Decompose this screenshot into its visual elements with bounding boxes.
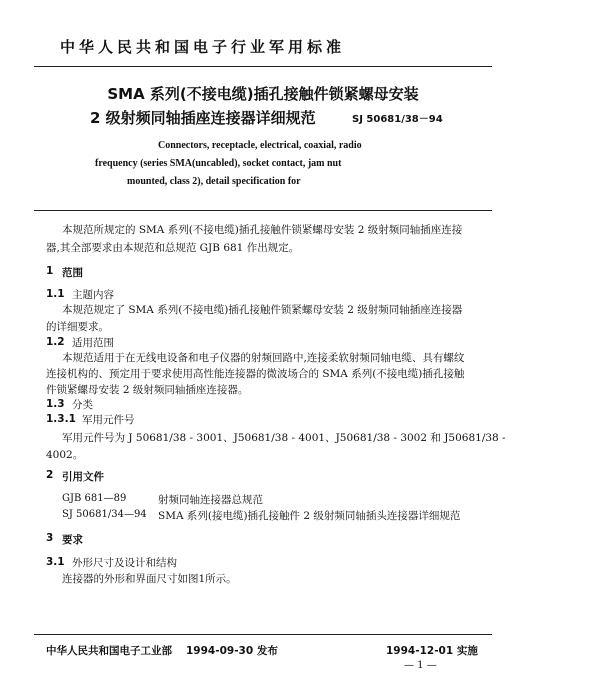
section-1-1-number: 1.1 [46, 288, 65, 300]
header-divider [34, 66, 492, 67]
section-2-number: 2 [46, 469, 54, 481]
section-1-number: 1 [46, 265, 54, 277]
reference-code: SJ 50681/34—94 [62, 509, 147, 520]
section-1-3-number: 1.3 [46, 398, 65, 410]
document-title-line1: SMA 系列(不接电缆)插孔接触件锁紧螺母安装 [107, 85, 419, 103]
intro-line1: 本规范所规定的 SMA 系列(不接电缆)插孔接触件锁紧螺母安装 2 级射频同轴插座连接 [62, 224, 463, 236]
section-1-title: 范围 [62, 267, 83, 279]
section-3-1-title: 外形尺寸及设计和结构 [72, 557, 177, 569]
footer-issuer: 中华人民共和国电子工业部 [46, 645, 172, 657]
section-1-3-1-text-line1: 军用元件号为 J 50681/38 - 3001、J50681/38 - 4001、J50681/38 - 3002 和 J50681/38 - [62, 432, 506, 444]
footer-issue-date: 1994-09-30 发布 [186, 645, 278, 657]
page-number: — 1 — [404, 660, 437, 671]
section-1-2-text-line2: 连接机构的、预定用于要求使用高性能连接器的微波场合的 SMA 系列(不接电缆)插孔接触 [46, 368, 465, 380]
section-1-1-title: 主题内容 [72, 289, 114, 301]
english-title-line3: mounted, class 2), detail specification for [127, 176, 301, 187]
reference-code: GJB 681—89 [62, 493, 127, 504]
reference-title: SMA 系列(接电缆)插孔接触件 2 级射频同轴插头连接器详细规范 [158, 510, 461, 522]
section-1-1-text-line1: 本规范规定了 SMA 系列(不接电缆)插孔接触件锁紧螺母安装 2 级射频同轴插座连接器 [62, 304, 463, 316]
section-1-2-text-line3: 件锁紧螺母安装 2 级射频同轴插座连接器。 [46, 384, 249, 396]
footer-effective-date: 1994-12-01 实施 [386, 645, 478, 657]
english-title-line1: Connectors, receptacle, electrical, coaxial, radio [158, 140, 362, 151]
section-3-title: 要求 [62, 534, 83, 546]
section-1-2-number: 1.2 [46, 336, 65, 348]
english-title-line2: frequency (series SMA(uncabled), socket contact, jam nut [95, 158, 342, 169]
section-1-3-1-title: 军用元件号 [82, 414, 135, 426]
section-1-2-text-line1: 本规范适用于在无线电设备和电子仪器的射频回路中,连接柔软射频同轴电缆、具有螺纹 [62, 352, 465, 364]
section-2-title: 引用文件 [62, 471, 104, 483]
standard-number: SJ 50681/38－94 [352, 114, 443, 125]
section-1-3-1-text-line2: 4002。 [46, 449, 84, 461]
intro-line2: 器,其全部要求由本规范和总规范 GJB 681 作出规定。 [46, 242, 300, 254]
section-3-1-text-line1: 连接器的外形和界面尺寸如图1所示。 [62, 573, 237, 585]
section-1-2-title: 适用范围 [72, 337, 114, 349]
section-3-1-number: 3.1 [46, 556, 65, 568]
section-1-3-title: 分类 [72, 399, 93, 411]
section-1-1-text-line2: 的详细要求。 [46, 321, 109, 333]
section-3-number: 3 [46, 532, 54, 544]
section-1-3-1-number: 1.3.1 [46, 413, 76, 425]
document-title-line2: 2 级射频同轴插座连接器详细规范 [90, 109, 316, 127]
reference-title: 射频同轴连接器总规范 [158, 494, 263, 506]
issuer-header: 中华人民共和国电子行业军用标准 [60, 38, 346, 56]
title-divider [34, 210, 492, 211]
footer-divider [34, 634, 492, 635]
